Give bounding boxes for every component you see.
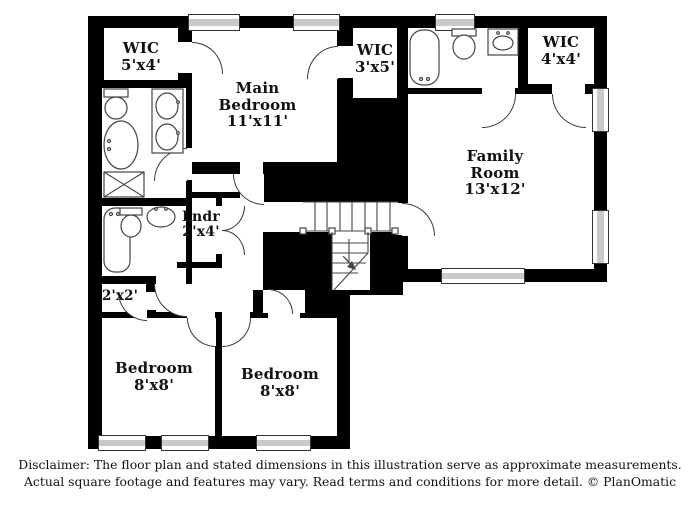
label-wic-2 <box>345 42 405 75</box>
label-closet-2x2 <box>94 289 146 304</box>
room-name: WIC <box>122 39 160 57</box>
window <box>188 14 240 31</box>
room-dims: 5'x4' <box>120 55 161 74</box>
room-dims: 3'x5' <box>354 57 395 76</box>
room-bath-main <box>102 88 186 198</box>
disclaimer-line-2: Actual square footage and features may vary. Read terms and conditions for more detail. © PlanOmatic <box>23 473 677 489</box>
window <box>293 14 340 31</box>
opening-wic3 <box>552 84 585 94</box>
room-name: Family Room <box>466 147 524 182</box>
room-name: Lndr <box>182 209 220 225</box>
room-dims: 11'x11' <box>226 112 289 130</box>
window <box>161 435 209 451</box>
room-name: WIC <box>542 33 580 51</box>
room-name: Main Bedroom <box>218 79 297 114</box>
opening-wic1 <box>178 42 192 73</box>
opening-bath-hall <box>156 276 186 284</box>
room-dims: 8'x8' <box>133 375 174 394</box>
window <box>98 435 146 451</box>
label-bedroom-2 <box>224 366 336 399</box>
room-bath-top-right <box>408 28 518 88</box>
wall-stub-hall <box>253 290 263 318</box>
label-family-room <box>447 148 543 198</box>
room-dims: 2'x2' <box>101 288 139 304</box>
window <box>592 210 609 264</box>
room-name: Bedroom <box>115 359 193 377</box>
stair-flight <box>332 232 370 290</box>
label-laundry <box>170 210 232 241</box>
room-dims: 13'x12' <box>464 180 526 198</box>
label-main-bedroom <box>200 80 315 130</box>
opening-closet-2x2 <box>146 292 156 310</box>
wall-laundry-top <box>186 192 240 198</box>
room-name: Bedroom <box>241 365 319 383</box>
room-dims: 8'x8' <box>259 381 300 400</box>
window <box>435 14 475 31</box>
window <box>256 435 311 451</box>
label-bedroom-1 <box>98 360 210 393</box>
disclaimer-line-1: Disclaimer: The floor plan and stated dimensions in this illustration serve as approximate measurements. <box>18 457 682 472</box>
room-name: WIC <box>356 41 394 59</box>
room-dims: 4'x4' <box>540 49 581 68</box>
disclaimer-text <box>0 457 700 490</box>
stair-landing <box>263 202 398 232</box>
label-wic-3 <box>527 34 595 67</box>
opening-main-bedroom <box>240 162 263 174</box>
label-wic-1 <box>104 40 178 73</box>
wall-laundry-bottom <box>177 262 222 268</box>
window <box>592 88 609 132</box>
window <box>441 268 525 284</box>
room-dims: 2'x4' <box>182 224 220 241</box>
